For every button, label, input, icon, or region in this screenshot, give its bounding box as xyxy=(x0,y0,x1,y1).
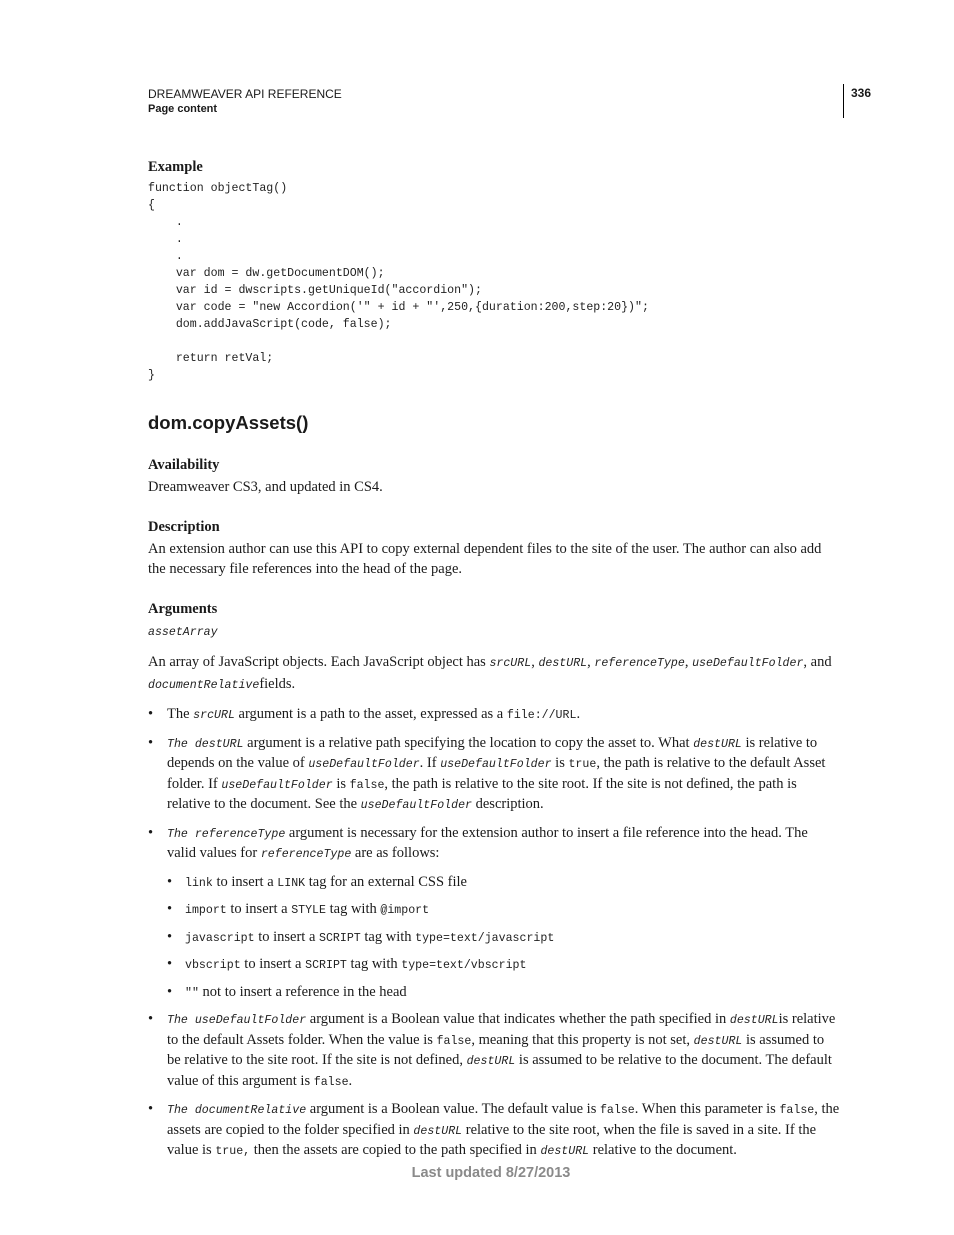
example-heading: Example xyxy=(148,159,203,175)
list-item-ref-vbscript: • vbscript to insert a SCRIPT tag with type=text/vbscript xyxy=(167,955,840,976)
running-header-subtitle: Page content xyxy=(148,103,218,115)
availability-heading: Availability xyxy=(148,457,220,473)
arguments-heading: Arguments xyxy=(148,601,218,617)
footer-text: Last updated 8/27/2013 xyxy=(411,1165,571,1181)
list-item-ref-none: • "" not to insert a reference in the head xyxy=(167,983,840,1004)
footer-last-updated xyxy=(0,1165,954,1181)
arguments-intro: An array of JavaScript objects. Each JavaScript object has srcURL, destURL, referenceType, useDefaultFolder, and documentRelativefields. xyxy=(148,654,832,692)
list-item-documentrelative: • The documentRelative argument is a Boolean value. The default value is false. When this parameter is false, the assets are copied to the folder specified in destURL relative to the site root, when the file is saved in a site. If the value is true, then the assets are copied to the path specified in destURL relative to the document. xyxy=(148,1100,840,1162)
header-divider xyxy=(843,84,844,118)
list-item-ref-javascript: • javascript to insert a SCRIPT tag with type=text/javascript xyxy=(167,928,840,949)
list-item-desturl: • The destURL argument is a relative path specifying the location to copy the asset to. What destURL is relative to depends on the value of useDefaultFolder. If useDefaultFolder is true, the path is relative to the default Asset folder. If useDefaultFolder is false, the path is relative to the site root. If the site is not defined, the path is relative to the document. See the useDefaultFolder description. xyxy=(148,734,840,816)
list-item-usedefaultfolder: • The useDefaultFolder argument is a Boolean value that indicates whether the path specified in destURLis relative to the default Assets folder. When the value is false, meaning that this property is not set, destURL is assumed to be relative to the site root. If the site is not defined, destURL is assumed to be relative to the document. The default value of this argument is false. xyxy=(148,1010,840,1092)
list-item-ref-link: • link to insert a LINK tag for an external CSS file xyxy=(167,873,840,894)
running-header-title: DREAMWEAVER API REFERENCE xyxy=(148,87,342,101)
description-text: An extension author can use this API to copy external dependent files to the site of the user. The author can also add the necessary file references into the head of the page. xyxy=(148,541,822,577)
page-number: 336 xyxy=(851,86,872,100)
argument-name-code: assetArray xyxy=(148,626,218,639)
page-body xyxy=(148,158,840,1162)
section-title: dom.copyAssets() xyxy=(148,412,309,433)
arguments-list xyxy=(148,705,840,1162)
description-heading: Description xyxy=(148,519,220,535)
list-item-srcurl: • The srcURL argument is a path to the asset, expressed as a file://URL. xyxy=(148,705,840,726)
list-item-ref-import: • import to insert a STYLE tag with @import xyxy=(167,900,840,921)
argument-name xyxy=(148,621,840,643)
availability-text: Dreamweaver CS3, and updated in CS4. xyxy=(148,479,383,495)
list-item-referencetype: • The referenceType argument is necessary for the extension author to insert a file reference into the head. The valid values for referenceType are as follows: xyxy=(148,824,840,865)
example-code-block: function objectTag() { . . . var dom = dw.getDocumentDOM(); var id = dwscripts.getUniqueId("accordion"); var code = "new Accordion('" + id + "',250,{duration:200,step:20})"; dom.addJavaScript(code, false); return retVal; } xyxy=(148,182,649,382)
